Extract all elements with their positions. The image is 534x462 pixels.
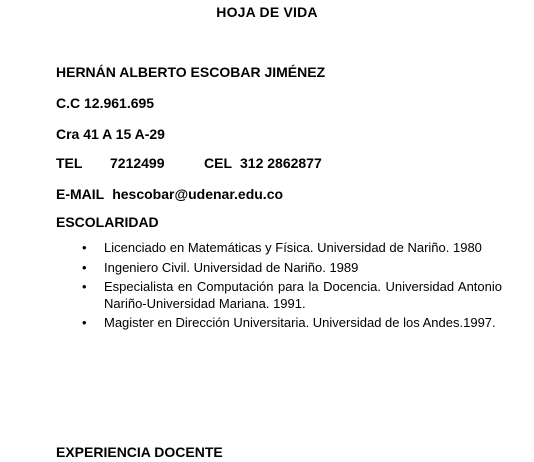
- tel-label: TEL: [56, 155, 83, 171]
- document-title: HOJA DE VIDA: [216, 4, 318, 20]
- full-name: HERNÁN ALBERTO ESCOBAR JIMÉNEZ: [56, 64, 326, 80]
- email-address: hescobar@udenar.edu.co: [112, 186, 284, 202]
- education-heading: ESCOLARIDAD: [56, 214, 159, 230]
- tel-number: 7212499: [110, 155, 165, 171]
- education-item-text: Magister en Dirección Universitaria. Universidad de los Andes.1997.: [104, 315, 496, 330]
- cel-number: 312 2862877: [240, 155, 322, 171]
- list-item: [82, 260, 502, 277]
- email-label: E-MAIL: [56, 186, 105, 202]
- education-item-text: Ingeniero Civil. Universidad de Nariño. 1989: [104, 259, 359, 275]
- phone-row: [56, 155, 322, 171]
- education-item-text: Licenciado en Matemáticas y Física. Universidad de Nariño. 1980: [104, 240, 482, 255]
- bullet-icon: •: [82, 240, 87, 255]
- bullet-icon: •: [82, 259, 87, 275]
- address: Cra 41 A 15 A-29: [56, 126, 165, 142]
- list-item: [82, 279, 502, 312]
- id-number: C.C 12.961.695: [56, 95, 155, 111]
- bullet-icon: •: [82, 279, 87, 294]
- education-item-text: Especialista en Computación para la Docencia. Universidad Antonio Nariño-Universidad Mariana. 1991.: [104, 279, 502, 311]
- bullet-icon: •: [82, 315, 87, 330]
- list-item: [82, 315, 502, 332]
- education-list: [82, 240, 502, 335]
- list-item: [82, 240, 502, 257]
- experience-heading: EXPERIENCIA DOCENTE: [56, 444, 223, 460]
- cel-label: CEL: [204, 155, 232, 171]
- email-row: [56, 186, 283, 202]
